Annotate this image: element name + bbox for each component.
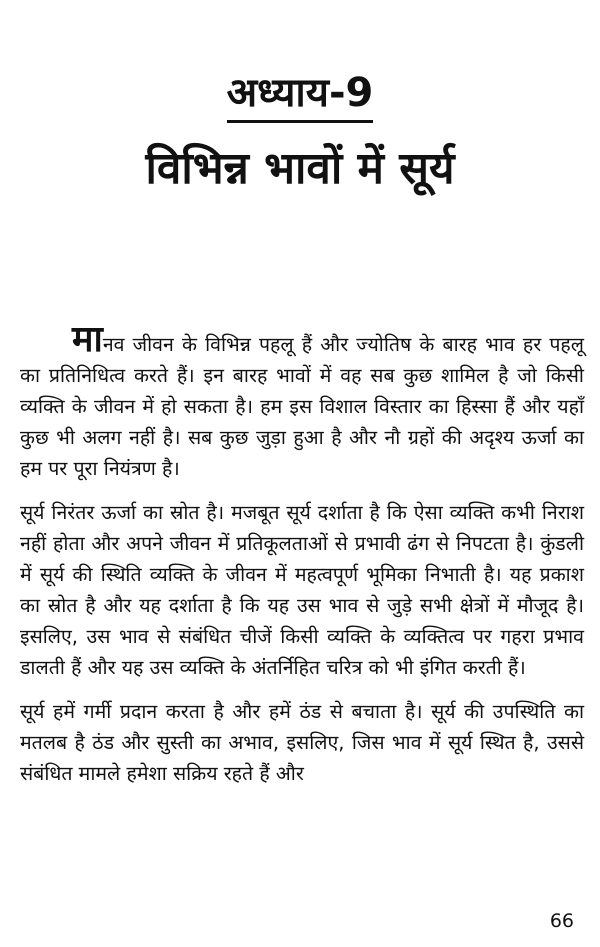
drop-cap: मा [72, 319, 103, 360]
chapter-number-heading [0, 68, 600, 123]
paragraph-3: सूर्य हमें गर्मी प्रदान करता है और हमें ठंड से बचाता है। सूर्य की उपस्थिति का मतलब है ठंड और सुस्ती का अभाव, इसलिए, जिस भाव में सूर्य स्थित है, उससे संबंधित मामले हमेशा सक्रिय रहते हैं और [20, 700, 584, 785]
paragraph-1 [20, 319, 584, 484]
chapter-number-label: अध्याय-9 [227, 68, 374, 123]
paragraph-1-text: नव जीवन के विभिन्न पहलू हैं और ज्योतिष के बारह भाव हर पहलू का प्रतिनिधित्व करते हैं। इन बारह भावों में वह सब कुछ शामिल है जो किसी व्यक्ति के जीवन में हो सकता है। हम इस विशाल विस्तार का हिस्सा हैं और यहाँ कुछ भी अलग नहीं है। सब कुछ जुड़ा हुआ है और नौ ग्रहों की अदृश्य ऊर्जा का हम पर पूरा नियंत्रण है। [20, 333, 584, 480]
paragraph-2: सूर्य निरंतर ऊर्जा का स्रोत है। मजबूत सूर्य दर्शाता है कि ऐसा व्यक्ति कभी निराश नहीं होता और अपने जीवन में प्रतिकूलताओं से प्रभावी ढंग से निपटता है। कुंडली में सूर्य की स्थिति व्यक्ति के जीवन में महत्वपूर्ण भूमिका निभाती है। यह प्रकाश का स्रोत है और यह दर्शाता है कि यह उस भाव से जुड़े सभी क्षेत्रों में मौजूद है। इसलिए, उस भाव से संबंधित चीजें किसी व्यक्ति के व्यक्तित्व पर गहरा प्रभाव डालती हैं और यह उस व्यक्ति के अंतर्निहित चरित्र को भी इंगित करती हैं। [20, 501, 584, 679]
body-text [20, 319, 584, 802]
chapter-title: विभिन्न भावों में सूर्य [145, 143, 455, 194]
page-number: 66 [549, 910, 574, 932]
